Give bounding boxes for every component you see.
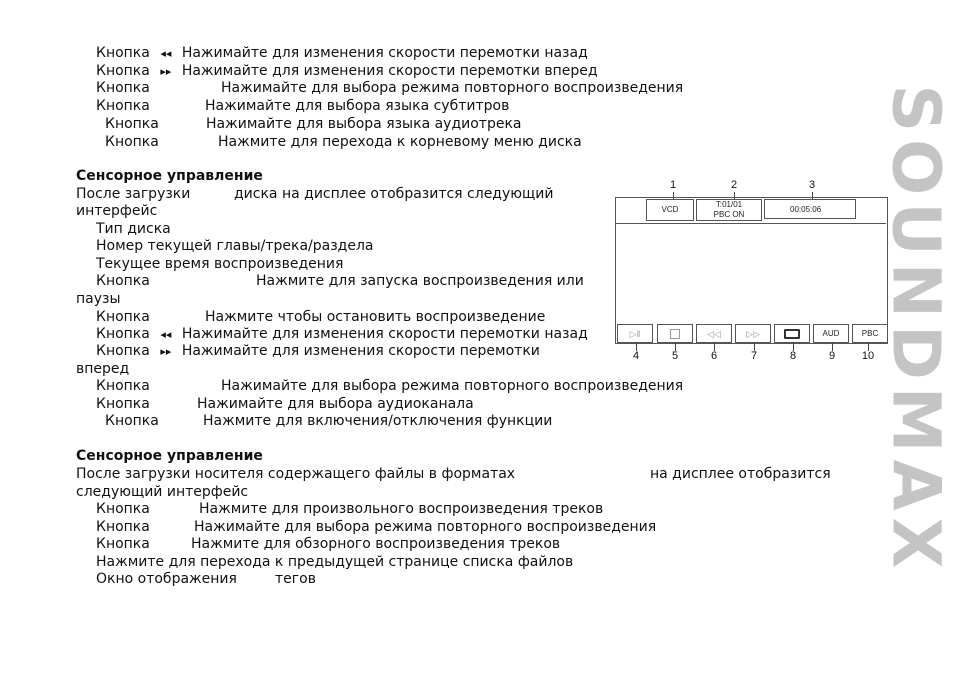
callout-number: 6 [710, 350, 718, 362]
callout-number: 7 [750, 350, 758, 362]
fast-forward-icon: ▸▸ [160, 345, 172, 358]
repeat-icon [784, 329, 800, 339]
fast-forward-line [96, 63, 598, 80]
callout-number: 1 [669, 179, 677, 191]
time-label: 00:05:06 [790, 205, 822, 214]
divider [615, 223, 886, 224]
root-menu-description: Нажмите для перехода к корневому меню диска [218, 134, 582, 150]
callout-number: 10 [861, 350, 875, 362]
subtitle-description: Нажимайте для выбора языка субтитров [205, 98, 510, 114]
fast-forward-description-cont: вперед [76, 361, 130, 377]
button-word: Кнопка [96, 273, 150, 289]
rewind-icon: ◂◂ [160, 47, 172, 60]
rewind-description: Нажимайте для изменения скорости перемотки назад [181, 326, 588, 342]
tags-window-label: тегов [275, 571, 316, 587]
repeat-description: Нажимайте для выбора режима повторного воспроизведения [194, 519, 657, 535]
intro-text: После загрузки носителя содержащего файлы в форматах [76, 466, 516, 482]
play-pause-icon: ▷‖ [629, 328, 641, 339]
button-word: Кнопка [96, 98, 150, 114]
rewind-description: Нажимайте для изменения скорости перемотки назад [181, 45, 588, 61]
intro-text: диска на дисплее отобразится следующий [234, 186, 554, 202]
pbc-state-label: PBC ON [713, 210, 745, 219]
audio-button[interactable] [813, 324, 849, 343]
repeat-description: Нажимайте для выбора режима повторного воспроизведения [221, 80, 684, 96]
fast-forward-button[interactable] [735, 324, 771, 343]
intro-text: интерфейс [76, 203, 158, 219]
prev-page-description: Нажмите для перехода к предыдущей странице списка файлов [96, 554, 574, 570]
rewind-line [96, 45, 588, 62]
button-word: Кнопка [96, 396, 150, 412]
rewind-line [96, 326, 588, 343]
fast-forward-description: Нажимайте для изменения скорости перемотки [181, 343, 540, 359]
section-heading: Сенсорное управление [76, 168, 263, 184]
disc-type-label: VCD [661, 205, 679, 214]
time-box [764, 199, 856, 219]
pbc-description: Нажмите для включения/отключения функции [203, 413, 553, 429]
random-description: Нажмите для произвольного воспроизведения треков [199, 501, 604, 517]
stop-icon [670, 329, 680, 339]
button-word: Кнопка [96, 343, 150, 359]
button-word: Кнопка [105, 413, 159, 429]
player-interface-diagram [612, 176, 892, 366]
fast-forward-description: Нажимайте для изменения скорости перемотки вперед [181, 63, 598, 79]
section-heading: Сенсорное управление [76, 448, 263, 464]
brand-logo-text: SOUNDMAX [877, 84, 954, 576]
callout-number: 3 [808, 179, 816, 191]
callout-number: 4 [632, 350, 640, 362]
stop-button[interactable] [657, 324, 693, 343]
button-word: Кнопка [96, 519, 150, 535]
intro-text: следующий интерфейс [76, 484, 249, 500]
rewind-icon: ◂◂ [160, 328, 172, 341]
button-word: Кнопка [105, 116, 159, 132]
play-description: Нажмите для запуска воспроизведения или [256, 273, 584, 289]
intro-text: После загрузки [76, 186, 191, 202]
button-word: Кнопка [96, 536, 150, 552]
intro-play-description: Нажмите для обзорного воспроизведения треков [191, 536, 561, 552]
fast-forward-icon: ▸▸ [160, 65, 172, 78]
intro-text: на дисплее отобразится [650, 466, 831, 482]
button-word: Кнопка [96, 63, 150, 79]
button-word: Кнопка [105, 134, 159, 150]
audiotrack-description: Нажимайте для выбора языка аудиотрека [206, 116, 522, 132]
callout-number: 9 [828, 350, 836, 362]
list-item: Тип диска [96, 221, 171, 237]
repeat-description: Нажимайте для выбора режима повторного воспроизведения [221, 378, 684, 394]
list-item: Номер текущей главы/трека/раздела [96, 238, 374, 254]
audio-channel-description: Нажимайте для выбора аудиоканала [197, 396, 474, 412]
disc-type-box [646, 199, 694, 221]
play-description-cont: паузы [76, 291, 121, 307]
button-word: Кнопка [96, 501, 150, 517]
callout-number: 8 [789, 350, 797, 362]
button-word: Кнопка [96, 378, 150, 394]
brand-logo [877, 50, 954, 610]
button-word: Кнопка [96, 309, 150, 325]
list-item: Текущее время воспроизведения [96, 256, 344, 272]
repeat-button[interactable] [774, 324, 810, 343]
button-word: Кнопка [96, 326, 150, 342]
track-box [696, 199, 762, 221]
button-word: Кнопка [96, 80, 150, 96]
audio-button-label: AUD [822, 328, 840, 338]
fast-forward-icon: ▷▷ [746, 328, 760, 339]
rewind-icon: ◁◁ [707, 328, 721, 339]
button-word: Кнопка [96, 45, 150, 61]
callout-number: 5 [671, 350, 679, 362]
fast-forward-line [96, 343, 540, 360]
play-pause-button[interactable] [617, 324, 653, 343]
tags-window-label: Окно отображения [96, 571, 237, 587]
stop-description: Нажмите чтобы остановить воспроизведение [205, 309, 546, 325]
track-label: T:01/01 [715, 200, 743, 209]
callout-number: 2 [730, 179, 738, 191]
rewind-button[interactable] [696, 324, 732, 343]
pbc-button-label: PBC [861, 328, 879, 338]
